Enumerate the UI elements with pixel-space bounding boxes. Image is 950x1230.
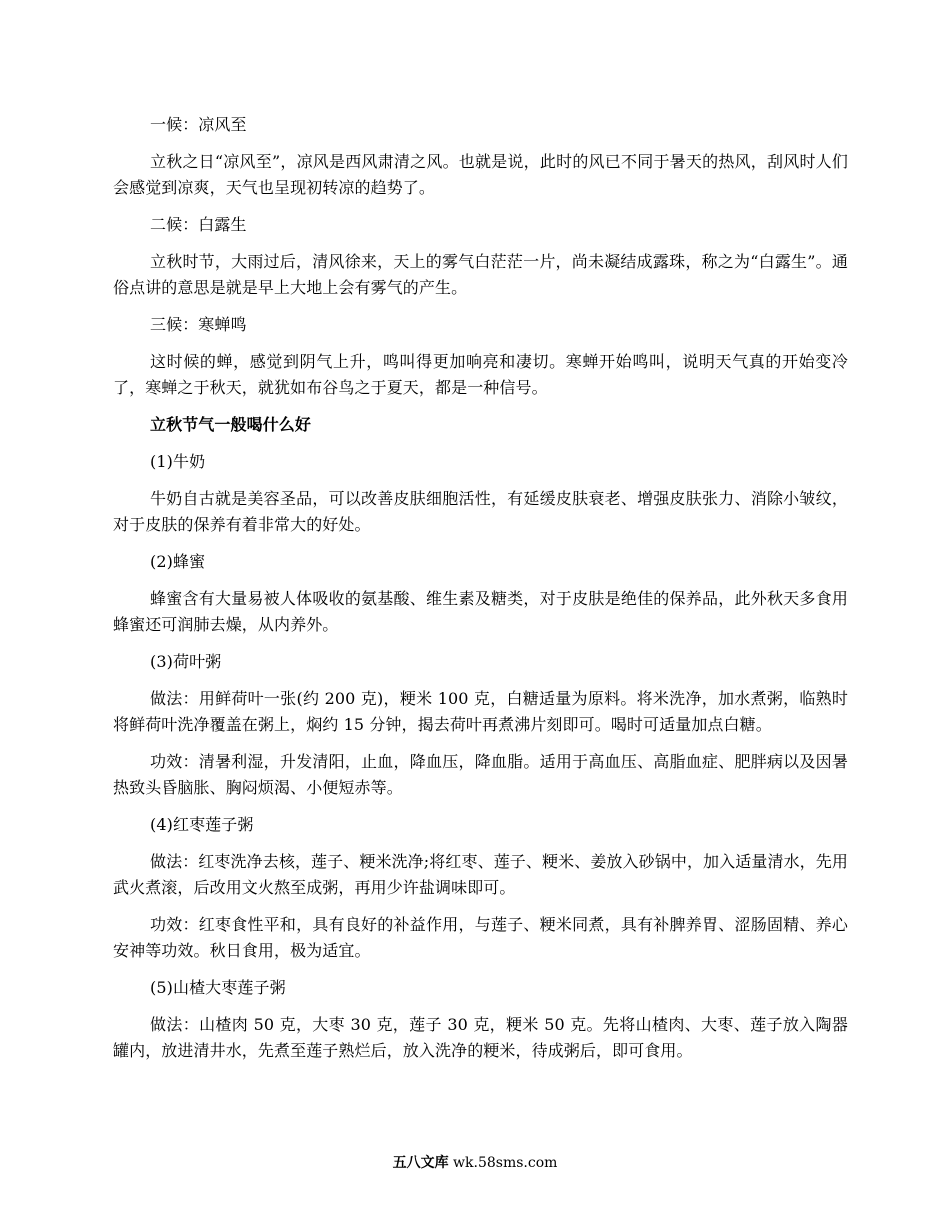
document-body [113,112,848,1064]
paragraph: 蜂蜜含有大量易被人体吸收的氨基酸、维生素及糖类，对于皮肤是绝佳的保养品，此外秋天多食用蜂蜜还可润肺去燥，从内养外。 [113,589,848,634]
paragraph: 二候：白露生 [150,215,247,234]
paragraph: 牛奶自古就是美容圣品，可以改善皮肤细胞活性，有延缓皮肤衰老、增强皮肤张力、消除小皱纹，对于皮肤的保养有着非常大的好处。 [113,489,848,534]
paragraph: (5)山楂大枣莲子粥 [150,978,286,997]
paragraph: 做法：红枣洗净去核，莲子、粳米洗净;将红枣、莲子、粳米、姜放入砂锅中，加入适量清水，先用武火煮滚，后改用文火熬至成粥，再用少许盐调味即可。 [113,852,848,897]
paragraph: 功效：清暑利湿，升发清阳，止血，降血压，降血脂。适用于高血压、高脂血症、肥胖病以及因暑热致头昏脑胀、胸闷烦渴、小便短赤等。 [113,752,848,797]
page-footer [0,1153,950,1173]
footer-site: wk.58sms.com [453,1155,558,1171]
paragraph: 做法：山楂肉 50 克，大枣 30 克，莲子 30 克，粳米 50 克。先将山楂肉、大枣、莲子放入陶器罐内，放进清井水，先煮至莲子熟烂后，放入洗净的粳米，待成粥后，即可食用。 [113,1015,848,1060]
paragraph: (2)蜂蜜 [150,552,206,571]
paragraph: (3)荷叶粥 [150,652,222,671]
paragraph: 这时候的蝉，感觉到阴气上升，鸣叫得更加响亮和凄切。寒蝉开始鸣叫，说明天气真的开始变冷了，寒蝉之于秋天，就犹如布谷鸟之于夏天，都是一种信号。 [113,352,848,397]
paragraph: (4)红枣莲子粥 [150,815,254,834]
paragraph: 三候：寒蝉鸣 [150,315,247,334]
paragraph: 一候：凉风至 [150,115,247,134]
paragraph: 立秋时节，大雨过后，清风徐来，天上的雾气白茫茫一片，尚未凝结成露珠，称之为“白露生”。通俗点讲的意思是就是早上大地上会有雾气的产生。 [113,252,848,297]
paragraph: 功效：红枣食性平和，具有良好的补益作用，与莲子、粳米同煮，具有补脾养胃、涩肠固精、养心安神等功效。秋日食用，极为适宜。 [113,915,848,960]
section-heading: 立秋节气一般喝什么好 [150,415,312,434]
paragraph: (1)牛奶 [150,452,206,471]
paragraph: 做法：用鲜荷叶一张(约 200 克)，粳米 100 克，白糖适量为原料。将米洗净，加水煮粥，临熟时将鲜荷叶洗净覆盖在粥上，焖约 15 分钟，揭去荷叶再煮沸片刻即可。喝时可适量加点白糖。 [113,689,848,734]
footer-brand: 五八文库 [392,1155,449,1171]
paragraph: 立秋之日“凉风至”，凉风是西风肃清之风。也就是说，此时的风已不同于暑天的热风，刮风时人们会感觉到凉爽，天气也呈现初转凉的趋势了。 [113,152,848,197]
